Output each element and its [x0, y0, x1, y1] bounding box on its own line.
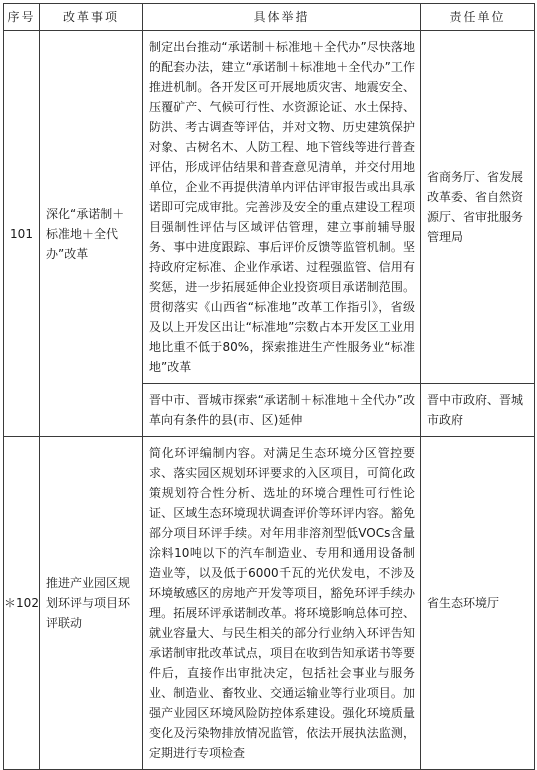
header-row: [4, 4, 535, 31]
measure-text: 简化环评编制内容。对满足生态环境分区管控要求、落实园区规划环评要求的入区项目，可简化政策规划符合性分析、选址的环境合理性可行性论证、区域生态环境现状调查评价等环评内容。豁免部分项目环评手续。对年用非溶剂型低VOCs含量涂料10吨以下的汽车制造业、专用和通用设备制造业等，以及低于6000千瓦的光伏发电，不涉及环境敏感区的房地产开发等项目，豁免环评手续办理。拓展环评承诺制改革。将环境影响总体可控、就业容量大、与民生相关的部分行业纳入环评告知承诺制审批改革试点，项目在收到告知承诺书等要件后，直接作出审批决定，包括社会事业与服务业、制造业、畜牧业、交通运输业等行业项目。加强产业园区环境风险防控体系建设。强化环境质量变化及污染物排放情况监管，依法开展执法监测，定期进行专项检查: [143, 437, 421, 770]
row-number: 101: [4, 31, 40, 437]
measure-text: 制定出台推动“承诺制＋标准地＋全代办”尽快落地的配套办法，建立“承诺制＋标准地＋全代办”工作推进机制。各开发区可开展地质灾害、地震安全、压覆矿产、气候可行性、水资源论证、水土保持、防洪、考古调查等评估，并对文物、历史建筑保护对象、古树名木、人防工程、地下管线等进行普查评估，形成评估结果和普查意见清单，并交付用地单位，企业不再提供清单内评估评审报告或出具承诺即可完成审批。完善涉及安全的重点建设工程项目强制性评估与区域评估管理，建立事前辅导服务、事中进度跟踪、事后评价反馈等监管机制。坚持政府定标准、企业作承诺、过程强监管、信用有奖惩，进一步拓展延伸企业投资项目承诺制范围。贯彻落实《山西省“标准地”改革工作指引》，省级及以上开发区出让“标准地”宗数占本开发区工业用地比重不低于80%，探索推进生产性服务业“标准地”改革: [143, 31, 421, 384]
header-unit: 责任单位: [421, 4, 535, 31]
reform-item: 推进产业园区规划环评与项目环评联动: [40, 437, 143, 770]
header-item: 改革事项: [40, 4, 143, 31]
header-number: 序号: [4, 4, 40, 31]
reform-measures-table: [3, 3, 535, 770]
responsible-unit: 省生态环境厅: [421, 437, 535, 770]
responsible-unit: 省商务厅、省发展改革委、省自然资源厅、省审批服务管理局: [421, 31, 535, 384]
table-row: [4, 31, 535, 384]
measure-text: 晋中市、晋城市探索“承诺制＋标准地＋全代办”改革向有条件的县(市、区)延伸: [143, 384, 421, 437]
row-number: ＊102: [4, 437, 40, 770]
table-header: [4, 4, 535, 31]
header-measures: 具体举措: [143, 4, 421, 31]
table-row: [4, 437, 535, 770]
reform-item: 深化“承诺制＋标准地＋全代办”改革: [40, 31, 143, 437]
responsible-unit: 晋中市政府、晋城市政府: [421, 384, 535, 437]
